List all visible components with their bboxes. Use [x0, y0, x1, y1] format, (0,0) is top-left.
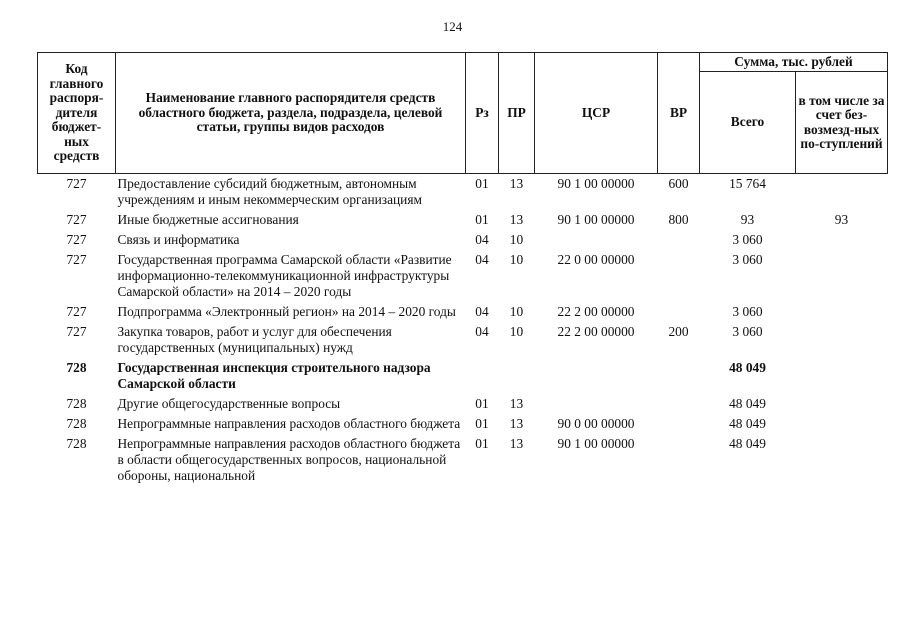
- vr-cell: 800: [668, 212, 689, 227]
- rz-cell: 04: [475, 304, 489, 319]
- grants-cell: [796, 434, 888, 486]
- rz-cell: 01: [475, 416, 489, 431]
- pr-cell: 13: [509, 212, 524, 227]
- grants-cell: [796, 302, 888, 322]
- rz-cell: 01: [475, 176, 489, 191]
- vr-cell: [658, 414, 700, 434]
- total-cell: 15 764: [729, 176, 766, 191]
- table-row: [38, 434, 888, 486]
- vr-cell: [658, 250, 700, 302]
- code-cell: 727: [66, 212, 87, 227]
- total-cell: 48 049: [729, 360, 766, 375]
- pr-cell: 13: [509, 176, 524, 191]
- rz-cell: 01: [475, 212, 489, 227]
- grants-cell: [796, 230, 888, 250]
- total-cell: 3 060: [732, 232, 763, 247]
- code-cell: 728: [66, 436, 87, 451]
- grants-cell: [796, 322, 888, 358]
- name-cell: Государственная программа Самарской области «Развитие информационно-телекоммуникационной инфраструктуры Самарской области» на 2014 – 2020 годы: [117, 252, 452, 299]
- total-cell: 93: [740, 212, 755, 227]
- table-row: [38, 322, 888, 358]
- pr-cell: 10: [509, 232, 524, 247]
- header-name: Наименование главного распорядителя средств областного бюджета, раздела, подраздела, целевой статьи, группы видов расходов: [116, 53, 466, 174]
- header-grants: в том числе за счет без-возмезд-ных по-ступлений: [796, 72, 888, 174]
- grants-cell: [796, 174, 888, 211]
- grants-cell: [796, 394, 888, 414]
- csr-cell: [535, 230, 658, 250]
- rz-cell: 04: [475, 232, 489, 247]
- csr-cell: 90 0 00 00000: [557, 416, 635, 431]
- name-cell: Предоставление субсидий бюджетным, автономным учреждениям и иным некоммерческим организациям: [117, 176, 422, 207]
- csr-cell: 22 2 00 00000: [557, 304, 635, 319]
- total-cell: 48 049: [729, 416, 766, 431]
- total-cell: 48 049: [729, 436, 766, 451]
- code-cell: 727: [66, 324, 87, 339]
- name-cell: Государственная инспекция строительного надзора Самарской области: [117, 360, 431, 391]
- code-cell: 728: [66, 416, 87, 431]
- header-pr: ПР: [499, 53, 535, 174]
- budget-table: [37, 52, 888, 486]
- name-cell: Закупка товаров, работ и услуг для обеспечения государственных (муниципальных) нужд: [117, 324, 392, 355]
- rz-cell: 01: [475, 396, 489, 411]
- name-cell: Иные бюджетные ассигнования: [117, 212, 299, 227]
- table-row: [38, 414, 888, 434]
- rz-cell: 04: [475, 324, 489, 339]
- table-row: [38, 394, 888, 414]
- code-cell: 727: [66, 232, 87, 247]
- grants-cell: 93: [834, 212, 849, 227]
- page-number: 124: [442, 19, 463, 34]
- name-cell: Непрограммные направления расходов областного бюджета в области общегосударственных вопросов, национальной обороны, национальной: [117, 436, 461, 483]
- rz-cell: [466, 358, 499, 394]
- table-row: [38, 210, 888, 230]
- name-cell: Другие общегосударственные вопросы: [117, 396, 341, 411]
- pr-cell: 10: [509, 304, 524, 319]
- name-cell: Непрограммные направления расходов областного бюджета: [117, 416, 461, 431]
- csr-cell: 22 2 00 00000: [557, 324, 635, 339]
- vr-cell: 200: [668, 324, 689, 339]
- header-sum: Сумма, тыс. рублей: [700, 53, 888, 72]
- pr-cell: 13: [509, 416, 524, 431]
- csr-cell: 90 1 00 00000: [557, 212, 635, 227]
- table-body: [38, 174, 888, 487]
- name-cell: Подпрограмма «Электронный регион» на 2014 – 2020 годы: [117, 304, 456, 319]
- table-row: [38, 358, 888, 394]
- grants-cell: [796, 250, 888, 302]
- csr-cell: [535, 394, 658, 414]
- table-row: [38, 174, 888, 211]
- code-cell: 728: [66, 360, 87, 375]
- csr-cell: 22 0 00 00000: [557, 252, 635, 267]
- header-total: Всего: [700, 72, 796, 174]
- header-csr: ЦСР: [535, 53, 658, 174]
- vr-cell: [658, 358, 700, 394]
- table-row: [38, 302, 888, 322]
- csr-cell: 90 1 00 00000: [557, 176, 635, 191]
- rz-cell: 04: [475, 252, 489, 267]
- vr-cell: [658, 302, 700, 322]
- pr-cell: 13: [509, 396, 524, 411]
- pr-cell: 13: [509, 436, 524, 451]
- total-cell: 3 060: [732, 324, 763, 339]
- grants-cell: [796, 358, 888, 394]
- header-code: Код главного распоря-дителя бюджет-ных средств: [38, 53, 116, 174]
- rz-cell: 01: [475, 436, 489, 451]
- pr-cell: 10: [509, 252, 524, 267]
- pr-cell: [499, 358, 535, 394]
- vr-cell: [658, 394, 700, 414]
- header-rz: Рз: [466, 53, 499, 174]
- vr-cell: [658, 230, 700, 250]
- table-row: [38, 250, 888, 302]
- pr-cell: 10: [509, 324, 524, 339]
- csr-cell: 90 1 00 00000: [557, 436, 635, 451]
- code-cell: 727: [66, 252, 87, 267]
- name-cell: Связь и информатика: [117, 232, 240, 247]
- total-cell: 3 060: [732, 252, 763, 267]
- grants-cell: [796, 414, 888, 434]
- total-cell: 3 060: [732, 304, 763, 319]
- code-cell: 727: [66, 304, 87, 319]
- vr-cell: 600: [668, 176, 689, 191]
- code-cell: 727: [66, 176, 87, 191]
- code-cell: 728: [66, 396, 87, 411]
- table-header: [38, 53, 888, 174]
- csr-cell: [535, 358, 658, 394]
- total-cell: 48 049: [729, 396, 766, 411]
- vr-cell: [658, 434, 700, 486]
- header-vr: ВР: [658, 53, 700, 174]
- table-row: [38, 230, 888, 250]
